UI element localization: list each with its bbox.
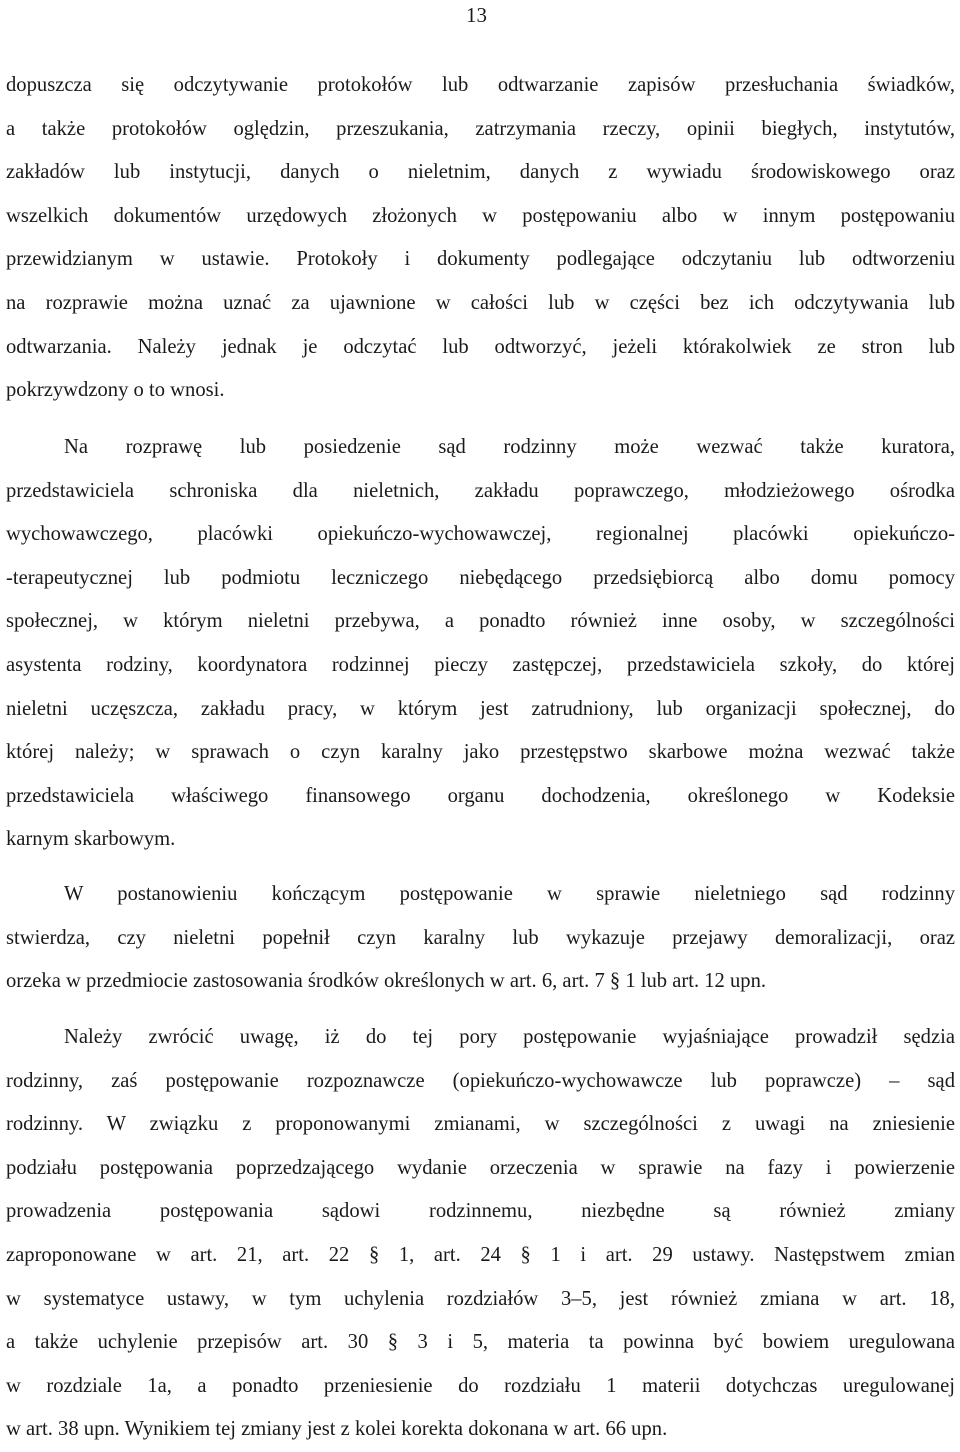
line-text: W postanowieniu kończącym postępowanie w sprawie nieletniego sąd rodzinny xyxy=(64,883,955,905)
line-text: rodzinny, zaś postępowanie rozpoznawcze (opiekuńczo-wychowawcze lub poprawcze) – sąd xyxy=(6,1069,955,1092)
line-text: dopuszcza się odczytywanie protokołów lub odtwarzanie zapisów przesłuchania świadków, xyxy=(6,74,955,96)
paragraph-line xyxy=(6,1103,955,1147)
paragraph-line xyxy=(6,426,955,470)
line-text: a także uchylenie przepisów art. 30 § 3 i 5, materia ta powinna być bowiem uregulowana xyxy=(6,1331,955,1354)
line-text: podziału postępowania poprzedzającego wydanie orzeczenia w sprawie na fazy i powierzenie xyxy=(6,1156,955,1179)
paragraph-line xyxy=(6,64,955,108)
line-text: na rozprawie można uznać za ujawnione w całości lub w części bez ich odczytywania lub xyxy=(6,291,955,314)
paragraph-line xyxy=(6,1321,955,1365)
paragraph-line xyxy=(6,1147,955,1191)
line-text: społecznej, w którym nieletni przebywa, a ponadto również inne osoby, w szczególności xyxy=(6,610,955,633)
paragraph-line xyxy=(6,818,955,862)
line-text: zaproponowane w art. 21, art. 22 § 1, art. 24 § 1 i art. 29 ustawy. Następstwem zmian xyxy=(6,1243,955,1266)
line-text: karnym skarbowym. xyxy=(6,828,176,851)
paragraph xyxy=(6,64,955,413)
line-text: stwierdza, czy nieletni popełnił czyn karalny lub wykazuje przejawy demoralizacji, oraz xyxy=(6,926,955,949)
line-text: prowadzenia postępowania sądowi rodzinnemu, niezbędne są również zmiany xyxy=(6,1200,955,1223)
paragraph-line xyxy=(6,557,955,601)
page-number: 13 xyxy=(466,3,487,27)
line-text: przewidzianym w ustawie. Protokoły i dokumenty podlegające odczytaniu lub odtworzeniu xyxy=(6,248,955,271)
line-text: przedstawiciela schroniska dla nieletnich, zakładu poprawczego, młodzieżowego ośrodka xyxy=(6,479,955,502)
paragraph-line xyxy=(6,282,955,326)
line-text: w art. 38 upn. Wynikiem tej zmiany jest z kolei korekta dokonana w art. 66 upn. xyxy=(6,1418,668,1441)
paragraph-line xyxy=(6,108,955,152)
line-text: której należy; w sprawach o czyn karalny jako przestępstwo skarbowe można wezwać także xyxy=(6,741,955,764)
paragraph-line xyxy=(6,1060,955,1104)
paragraph xyxy=(6,873,955,1004)
paragraph-line xyxy=(6,688,955,732)
paragraph-line xyxy=(6,326,955,370)
line-text: rodzinny. W związku z proponowanymi zmianami, w szczególności z uwagi na zniesienie xyxy=(6,1113,955,1136)
paragraph-line xyxy=(6,1408,955,1452)
paragraph-line xyxy=(6,369,955,413)
paragraph-line xyxy=(6,1365,955,1409)
line-text: wychowawczego, placówki opiekuńczo-wychowawczej, regionalnej placówki opiekuńczo- xyxy=(6,523,955,546)
line-text: wszelkich dokumentów urzędowych złożonych w postępowaniu albo w innym postępowaniu xyxy=(6,204,955,227)
paragraph-line xyxy=(6,775,955,819)
paragraph-line xyxy=(6,513,955,557)
paragraph-line xyxy=(6,1016,955,1060)
paragraph-line xyxy=(6,644,955,688)
line-text: pokrzywdzony o to wnosi. xyxy=(6,379,225,402)
paragraph-line xyxy=(6,238,955,282)
paragraph-line xyxy=(6,917,955,961)
paragraph-line xyxy=(6,470,955,514)
line-text: odtwarzania. Należy jednak je odczytać lub odtworzyć, jeżeli którakolwiek ze stron lub xyxy=(6,335,955,358)
line-text: Na rozprawę lub posiedzenie sąd rodzinny może wezwać także kuratora, xyxy=(64,436,955,458)
paragraph-line xyxy=(6,1278,955,1322)
line-text: przedstawiciela właściwego finansowego organu dochodzenia, określonego w Kodeksie xyxy=(6,784,955,807)
line-text: w rozdziale 1a, a ponadto przeniesienie do rozdziału 1 materii dotychczas uregulowanej xyxy=(6,1374,955,1397)
line-text: asystenta rodziny, koordynatora rodzinnej pieczy zastępczej, przedstawiciela szkoły, do której xyxy=(6,653,955,676)
line-text: -terapeutycznej lub podmiotu leczniczego niebędącego przedsiębiorcą albo domu pomocy xyxy=(6,566,955,589)
paragraph-line xyxy=(6,873,955,917)
line-text: zakładów lub instytucji, danych o nieletnim, danych z wywiadu środowiskowego oraz xyxy=(6,161,955,184)
paragraph-line xyxy=(6,1234,955,1278)
line-text: Należy zwrócić uwagę, iż do tej pory postępowanie wyjaśniające prowadził sędzia xyxy=(64,1026,955,1048)
paragraph-line xyxy=(6,195,955,239)
paragraph xyxy=(6,426,955,862)
paragraph-line xyxy=(6,600,955,644)
paragraph-line xyxy=(6,960,955,1004)
paragraph-line xyxy=(6,151,955,195)
line-text: a także protokołów oględzin, przeszukania, zatrzymania rzeczy, opinii biegłych, instytutów, xyxy=(6,117,955,140)
line-text: w systematyce ustawy, w tym uchylenia rozdziałów 3–5, jest również zmiana w art. 18, xyxy=(6,1287,955,1310)
paragraph-line xyxy=(6,1190,955,1234)
line-text: orzeka w przedmiocie zastosowania środków określonych w art. 6, art. 7 § 1 lub art. 12 upn. xyxy=(6,970,767,993)
paragraph-line xyxy=(6,731,955,775)
paragraph xyxy=(6,1016,955,1452)
line-text: nieletni uczęszcza, zakładu pracy, w którym jest zatrudniony, lub organizacji społecznej, do xyxy=(6,697,955,720)
